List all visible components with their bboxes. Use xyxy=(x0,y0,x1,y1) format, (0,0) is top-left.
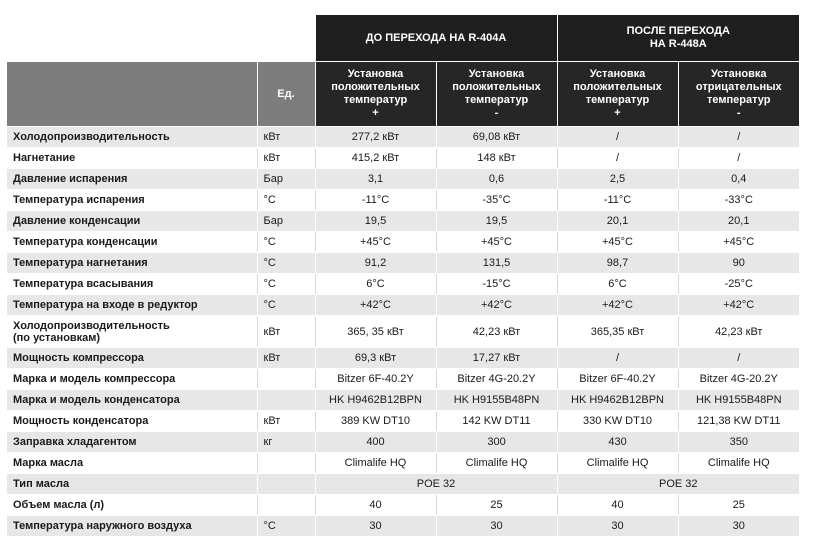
row-label-text: Температура испарения xyxy=(13,194,145,206)
header-col-4-line4: - xyxy=(736,107,741,119)
row-value: Climalife HQ xyxy=(436,453,557,474)
row-value: Bitzer 4G-20.2Y xyxy=(678,369,799,390)
table-row xyxy=(7,390,799,411)
row-value: 17,27 кВт xyxy=(436,348,557,369)
group-before: ДО ПЕРЕХОДА НА R-404A xyxy=(315,15,557,62)
row-value: HK H9462B12BPN xyxy=(557,390,678,411)
row-value: -11°С xyxy=(315,190,436,211)
row-unit: кВт xyxy=(257,348,315,369)
header-col-3-line3: температур xyxy=(585,94,650,106)
row-value: 400 xyxy=(315,432,436,453)
row-label-text: Заправка хладагентом xyxy=(13,436,137,448)
row-label xyxy=(7,148,257,169)
row-label-text: Холодопроизводительность xyxy=(13,319,170,332)
row-unit: Бар xyxy=(257,211,315,232)
header-col-2-line3: температур xyxy=(464,94,529,106)
row-label xyxy=(7,516,257,537)
table-row xyxy=(7,232,799,253)
row-value: +45°С xyxy=(678,232,799,253)
row-value: 277,2 кВт xyxy=(315,127,436,148)
row-label xyxy=(7,127,257,148)
row-value: 350 xyxy=(678,432,799,453)
row-value: 30 xyxy=(557,516,678,537)
header-label-blank xyxy=(7,62,257,127)
row-unit: кг xyxy=(257,432,315,453)
row-value: 430 xyxy=(557,432,678,453)
row-label-text: Холодопроизводительность xyxy=(13,131,170,143)
row-label-text: Мощность конденсатора xyxy=(13,415,149,427)
header-col-3-line1: Установка xyxy=(589,68,646,80)
row-value: 365, 35 кВт xyxy=(315,316,436,348)
table-row xyxy=(7,453,799,474)
row-label xyxy=(7,253,257,274)
table-row xyxy=(7,411,799,432)
row-unit: кВт xyxy=(257,316,315,348)
row-value: Bitzer 6F-40.2Y xyxy=(315,369,436,390)
header-col-2-line4: - xyxy=(494,107,499,119)
row-label xyxy=(7,453,257,474)
row-value: HK H9155B48PN xyxy=(436,390,557,411)
row-value: 148 кВт xyxy=(436,148,557,169)
row-value: 389 KW DT10 xyxy=(315,411,436,432)
group-after-line1: ПОСЛЕ ПЕРЕХОДА xyxy=(626,25,730,37)
row-value: 40 xyxy=(557,495,678,516)
row-value: 69,3 кВт xyxy=(315,348,436,369)
row-value: HK H9155B48PN xyxy=(678,390,799,411)
row-value: 42,23 кВт xyxy=(436,316,557,348)
row-value: 25 xyxy=(678,495,799,516)
row-value: 19,5 xyxy=(315,211,436,232)
row-value: 330 KW DT10 xyxy=(557,411,678,432)
row-label xyxy=(7,369,257,390)
row-value: 6°С xyxy=(315,274,436,295)
table-row xyxy=(7,169,799,190)
header-col-1-line1: Установка xyxy=(347,68,404,80)
row-label xyxy=(7,274,257,295)
row-value: 3,1 xyxy=(315,169,436,190)
row-value: 365,35 кВт xyxy=(557,316,678,348)
row-label-text: Тип масла xyxy=(13,478,70,490)
group-after-line2: НА R-448A xyxy=(649,38,707,50)
row-value: +42°С xyxy=(678,295,799,316)
row-value: 30 xyxy=(315,516,436,537)
row-value: 91,2 xyxy=(315,253,436,274)
comparison-table xyxy=(7,15,799,537)
row-value: / xyxy=(678,348,799,369)
row-unit xyxy=(257,369,315,390)
row-unit: кВт xyxy=(257,127,315,148)
row-value: -25°С xyxy=(678,274,799,295)
table-row xyxy=(7,211,799,232)
row-value: / xyxy=(557,148,678,169)
row-value: 0,4 xyxy=(678,169,799,190)
row-unit: °С xyxy=(257,516,315,537)
row-label xyxy=(7,390,257,411)
column-header-row xyxy=(7,62,799,127)
header-col-4-line1: Установка xyxy=(711,68,767,80)
row-value: / xyxy=(557,127,678,148)
row-label-text: Температура на входе в редуктор xyxy=(13,299,198,311)
table-row xyxy=(7,474,799,495)
row-value: 30 xyxy=(436,516,557,537)
row-value: +45°С xyxy=(557,232,678,253)
row-unit: кВт xyxy=(257,148,315,169)
header-col-2-line2: положительных xyxy=(452,81,541,93)
row-value: 0,6 xyxy=(436,169,557,190)
row-value: 25 xyxy=(436,495,557,516)
row-value: 6°С xyxy=(557,274,678,295)
row-value: -15°С xyxy=(436,274,557,295)
header-col-2-line1: Установка xyxy=(468,68,525,80)
row-value: 121,38 KW DT11 xyxy=(678,411,799,432)
row-value: Bitzer 4G-20.2Y xyxy=(436,369,557,390)
row-label-text: Температура нагнетания xyxy=(13,257,148,269)
row-value: 19,5 xyxy=(436,211,557,232)
header-unit: Ед. xyxy=(257,62,315,127)
row-label-text: Температура наружного воздуха xyxy=(13,520,192,532)
row-value: 69,08 кВт xyxy=(436,127,557,148)
row-value: Climalife HQ xyxy=(557,453,678,474)
table-row xyxy=(7,348,799,369)
row-label-text: Марка масла xyxy=(13,457,84,469)
row-value: Bitzer 6F-40.2Y xyxy=(557,369,678,390)
row-value: Climalife HQ xyxy=(678,453,799,474)
row-value: 90 xyxy=(678,253,799,274)
row-label xyxy=(7,316,257,348)
group-header-row xyxy=(7,15,799,62)
row-label-subtext: (по установкам) xyxy=(13,331,101,344)
table-row xyxy=(7,274,799,295)
row-value: HK H9462B12BPN xyxy=(315,390,436,411)
row-value: 131,5 xyxy=(436,253,557,274)
row-label-text: Марка и модель конденсатора xyxy=(13,394,180,406)
table-row xyxy=(7,432,799,453)
row-label-text: Температура конденсации xyxy=(13,236,158,248)
row-label-text: Мощность компрессора xyxy=(13,352,144,364)
blank-corner xyxy=(7,15,315,62)
row-value: Climalife HQ xyxy=(315,453,436,474)
row-value-merged: POE 32 xyxy=(315,474,557,495)
row-label xyxy=(7,411,257,432)
row-unit: °С xyxy=(257,232,315,253)
row-label xyxy=(7,232,257,253)
row-label-text: Объем масла (л) xyxy=(13,499,105,511)
row-label xyxy=(7,432,257,453)
row-value: 42,23 кВт xyxy=(678,316,799,348)
row-value: 98,7 xyxy=(557,253,678,274)
row-value: 300 xyxy=(436,432,557,453)
row-label xyxy=(7,211,257,232)
table-row xyxy=(7,516,799,537)
row-value-merged: POE 32 xyxy=(557,474,799,495)
table-row xyxy=(7,369,799,390)
table-row xyxy=(7,253,799,274)
row-value: 2,5 xyxy=(557,169,678,190)
row-label xyxy=(7,474,257,495)
row-unit xyxy=(257,474,315,495)
row-unit: °С xyxy=(257,295,315,316)
row-unit xyxy=(257,453,315,474)
row-value: 142 KW DT11 xyxy=(436,411,557,432)
header-col-1-line4: + xyxy=(372,107,379,119)
row-unit: °С xyxy=(257,274,315,295)
row-label-text: Давление испарения xyxy=(13,173,128,185)
header-col-4 xyxy=(678,62,799,127)
header-col-1 xyxy=(315,62,436,127)
row-label xyxy=(7,190,257,211)
row-value: 40 xyxy=(315,495,436,516)
row-label-text: Давление конденсации xyxy=(13,215,141,227)
row-value: -33°С xyxy=(678,190,799,211)
header-col-2 xyxy=(436,62,557,127)
header-col-1-line3: температур xyxy=(343,94,408,106)
row-unit: кВт xyxy=(257,411,315,432)
row-unit: °С xyxy=(257,253,315,274)
row-value: -11°С xyxy=(557,190,678,211)
row-value: +42°С xyxy=(557,295,678,316)
row-label xyxy=(7,348,257,369)
row-value: 415,2 кВт xyxy=(315,148,436,169)
row-value: +42°С xyxy=(436,295,557,316)
row-unit xyxy=(257,390,315,411)
table-row xyxy=(7,127,799,148)
header-col-3-line4: + xyxy=(614,107,621,119)
row-value: +45°С xyxy=(436,232,557,253)
table-row xyxy=(7,295,799,316)
row-label xyxy=(7,295,257,316)
row-label-text: Марка и модель компрессора xyxy=(13,373,176,385)
row-label xyxy=(7,495,257,516)
header-col-4-line3: температур xyxy=(707,94,771,106)
row-value: / xyxy=(557,348,678,369)
table-row xyxy=(7,495,799,516)
header-col-3-line2: положительных xyxy=(573,81,662,93)
row-label xyxy=(7,169,257,190)
row-label-text: Нагнетание xyxy=(13,152,76,164)
row-unit: °С xyxy=(257,190,315,211)
row-value: 20,1 xyxy=(557,211,678,232)
table-row xyxy=(7,316,799,348)
row-value: +45°С xyxy=(315,232,436,253)
row-unit: Бар xyxy=(257,169,315,190)
header-col-1-line2: положительных xyxy=(331,81,420,93)
header-col-4-line2: отрицательных xyxy=(695,81,782,93)
row-value: -35°С xyxy=(436,190,557,211)
row-label-text: Температура всасывания xyxy=(13,278,154,290)
group-after xyxy=(557,15,799,62)
row-value: +42°С xyxy=(315,295,436,316)
row-unit xyxy=(257,495,315,516)
table-row xyxy=(7,148,799,169)
row-value: / xyxy=(678,127,799,148)
row-value: / xyxy=(678,148,799,169)
header-col-3 xyxy=(557,62,678,127)
row-value: 20,1 xyxy=(678,211,799,232)
table-row xyxy=(7,190,799,211)
row-value: 30 xyxy=(678,516,799,537)
